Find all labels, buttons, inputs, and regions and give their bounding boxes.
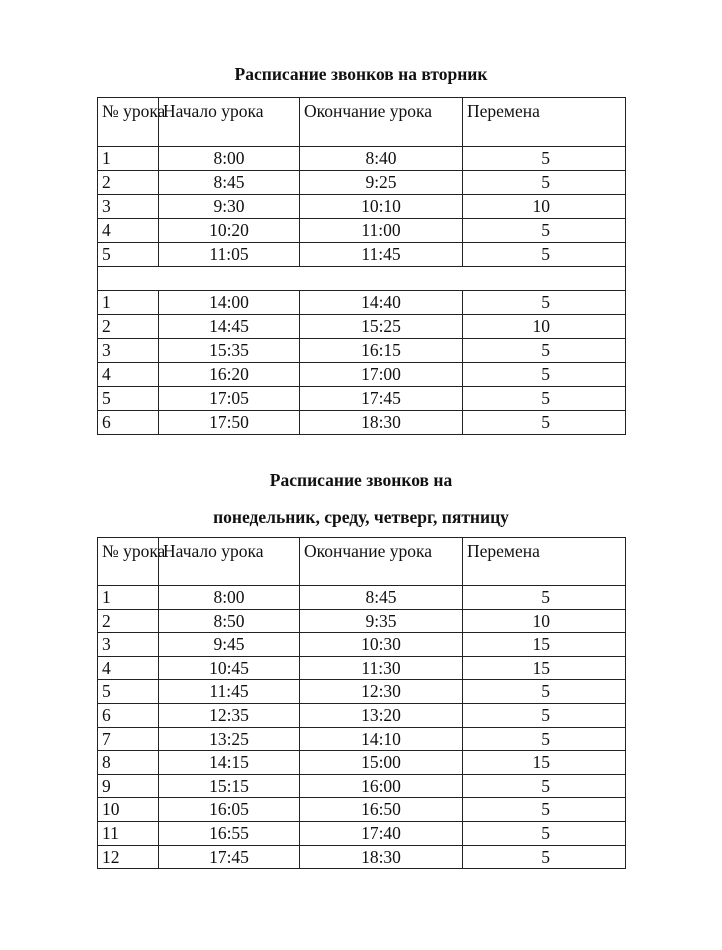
- lesson-start-cell: 16:20: [159, 363, 300, 387]
- lesson-end-cell: 12:30: [300, 680, 463, 704]
- break-cell: 15: [463, 633, 626, 657]
- tuesday-afternoon-rows: [98, 291, 626, 435]
- empty-separator-cell: [98, 267, 626, 291]
- lesson-start-cell: 8:00: [159, 147, 300, 171]
- lesson-start-cell: 8:45: [159, 171, 300, 195]
- lesson-start-cell: 11:45: [159, 680, 300, 704]
- lesson-number-cell: 1: [98, 147, 159, 171]
- table-row: [98, 339, 626, 363]
- lesson-end-cell: 10:30: [300, 633, 463, 657]
- lesson-start-cell: 12:35: [159, 703, 300, 727]
- lesson-end-cell: 11:45: [300, 243, 463, 267]
- lesson-end-cell: 15:25: [300, 315, 463, 339]
- lesson-start-cell: 8:50: [159, 609, 300, 633]
- lesson-number-cell: 3: [98, 633, 159, 657]
- break-cell: 5: [463, 798, 626, 822]
- lesson-number-cell: 3: [98, 195, 159, 219]
- lesson-end-cell: 18:30: [300, 845, 463, 869]
- lesson-end-cell: 8:45: [300, 586, 463, 610]
- weekday-schedule-title-line2: понедельник, среду, четверг, пятницу: [213, 507, 509, 527]
- lesson-end-cell: 10:10: [300, 195, 463, 219]
- break-cell: 5: [463, 171, 626, 195]
- break-cell: 5: [463, 727, 626, 751]
- table-row: [98, 195, 626, 219]
- break-cell: 5: [463, 147, 626, 171]
- lesson-end-cell: 8:40: [300, 147, 463, 171]
- lesson-start-cell: 9:45: [159, 633, 300, 657]
- table-row: [98, 291, 626, 315]
- lesson-number-cell: 2: [98, 171, 159, 195]
- lesson-number-cell: 5: [98, 387, 159, 411]
- lesson-start-cell: 17:50: [159, 411, 300, 435]
- break-cell: 5: [463, 774, 626, 798]
- header-lesson-start: Начало урока: [159, 538, 300, 586]
- table-row: [98, 171, 626, 195]
- lesson-end-cell: 9:35: [300, 609, 463, 633]
- lesson-number-cell: 4: [98, 656, 159, 680]
- break-cell: 15: [463, 656, 626, 680]
- table-row: [98, 751, 626, 775]
- table-row: [98, 219, 626, 243]
- weekday-schedule-table: [97, 537, 626, 869]
- lesson-end-cell: 18:30: [300, 411, 463, 435]
- empty-separator-row: [98, 267, 626, 291]
- lesson-end-cell: 14:40: [300, 291, 463, 315]
- lesson-start-cell: 14:45: [159, 315, 300, 339]
- break-cell: 5: [463, 387, 626, 411]
- break-cell: 5: [463, 703, 626, 727]
- lesson-number-cell: 3: [98, 339, 159, 363]
- lesson-number-cell: 10: [98, 798, 159, 822]
- lesson-start-cell: 17:05: [159, 387, 300, 411]
- lesson-start-cell: 16:05: [159, 798, 300, 822]
- table-row: [98, 363, 626, 387]
- lesson-number-cell: 12: [98, 845, 159, 869]
- header-lesson-end: Окончание урока: [300, 98, 463, 147]
- tuesday-schedule-title: Расписание звонков на вторник: [234, 64, 488, 84]
- lesson-number-cell: 6: [98, 411, 159, 435]
- lesson-start-cell: 15:35: [159, 339, 300, 363]
- table-row: [98, 243, 626, 267]
- header-break: Перемена: [463, 538, 626, 586]
- break-cell: 5: [463, 680, 626, 704]
- weekday-schedule-title-line1: Расписание звонков на: [269, 470, 453, 490]
- lesson-end-cell: 17:45: [300, 387, 463, 411]
- table-header-row: [98, 538, 626, 586]
- table-row: [98, 411, 626, 435]
- break-cell: 5: [463, 339, 626, 363]
- lesson-number-cell: 1: [98, 291, 159, 315]
- lesson-start-cell: 17:45: [159, 845, 300, 869]
- lesson-number-cell: 1: [98, 586, 159, 610]
- lesson-end-cell: 16:50: [300, 798, 463, 822]
- break-cell: 5: [463, 821, 626, 845]
- table-row: [98, 845, 626, 869]
- table-row: [98, 633, 626, 657]
- lesson-start-cell: 13:25: [159, 727, 300, 751]
- break-cell: 5: [463, 363, 626, 387]
- lesson-number-cell: 4: [98, 219, 159, 243]
- header-break: Перемена: [463, 98, 626, 147]
- lesson-start-cell: 14:15: [159, 751, 300, 775]
- header-lesson-number: № урока: [98, 538, 159, 586]
- break-cell: 5: [463, 291, 626, 315]
- tuesday-morning-rows: [98, 147, 626, 267]
- weekday-rows: [98, 586, 626, 869]
- lesson-number-cell: 5: [98, 680, 159, 704]
- lesson-end-cell: 9:25: [300, 171, 463, 195]
- break-cell: 5: [463, 243, 626, 267]
- lesson-number-cell: 2: [98, 315, 159, 339]
- break-cell: 10: [463, 609, 626, 633]
- lesson-number-cell: 5: [98, 243, 159, 267]
- lesson-end-cell: 17:40: [300, 821, 463, 845]
- table-row: [98, 821, 626, 845]
- lesson-start-cell: 14:00: [159, 291, 300, 315]
- lesson-start-cell: 9:30: [159, 195, 300, 219]
- lesson-end-cell: 15:00: [300, 751, 463, 775]
- lesson-number-cell: 4: [98, 363, 159, 387]
- header-lesson-number: № урока: [98, 98, 159, 147]
- table-header-row: [98, 98, 626, 147]
- table-row: [98, 609, 626, 633]
- lesson-number-cell: 2: [98, 609, 159, 633]
- break-cell: 15: [463, 751, 626, 775]
- tuesday-schedule-table: [97, 97, 626, 435]
- lesson-end-cell: 14:10: [300, 727, 463, 751]
- table-row: [98, 656, 626, 680]
- lesson-start-cell: 10:45: [159, 656, 300, 680]
- lesson-start-cell: 16:55: [159, 821, 300, 845]
- lesson-number-cell: 11: [98, 821, 159, 845]
- table-row: [98, 147, 626, 171]
- table-row: [98, 586, 626, 610]
- header-lesson-end: Окончание урока: [300, 538, 463, 586]
- table-row: [98, 315, 626, 339]
- lesson-end-cell: 13:20: [300, 703, 463, 727]
- break-cell: 10: [463, 315, 626, 339]
- lesson-start-cell: 8:00: [159, 586, 300, 610]
- break-cell: 5: [463, 586, 626, 610]
- lesson-end-cell: 11:30: [300, 656, 463, 680]
- table-row: [98, 387, 626, 411]
- break-cell: 10: [463, 195, 626, 219]
- table-row: [98, 727, 626, 751]
- header-lesson-start: Начало урока: [159, 98, 300, 147]
- lesson-number-cell: 7: [98, 727, 159, 751]
- break-cell: 5: [463, 411, 626, 435]
- table-row: [98, 798, 626, 822]
- lesson-end-cell: 16:00: [300, 774, 463, 798]
- lesson-start-cell: 11:05: [159, 243, 300, 267]
- table-row: [98, 680, 626, 704]
- lesson-number-cell: 9: [98, 774, 159, 798]
- lesson-end-cell: 11:00: [300, 219, 463, 243]
- tuesday-gap: [98, 267, 626, 291]
- table-row: [98, 703, 626, 727]
- break-cell: 5: [463, 219, 626, 243]
- lesson-start-cell: 10:20: [159, 219, 300, 243]
- lesson-end-cell: 16:15: [300, 339, 463, 363]
- table-row: [98, 774, 626, 798]
- lesson-start-cell: 15:15: [159, 774, 300, 798]
- lesson-number-cell: 6: [98, 703, 159, 727]
- lesson-end-cell: 17:00: [300, 363, 463, 387]
- break-cell: 5: [463, 845, 626, 869]
- lesson-number-cell: 8: [98, 751, 159, 775]
